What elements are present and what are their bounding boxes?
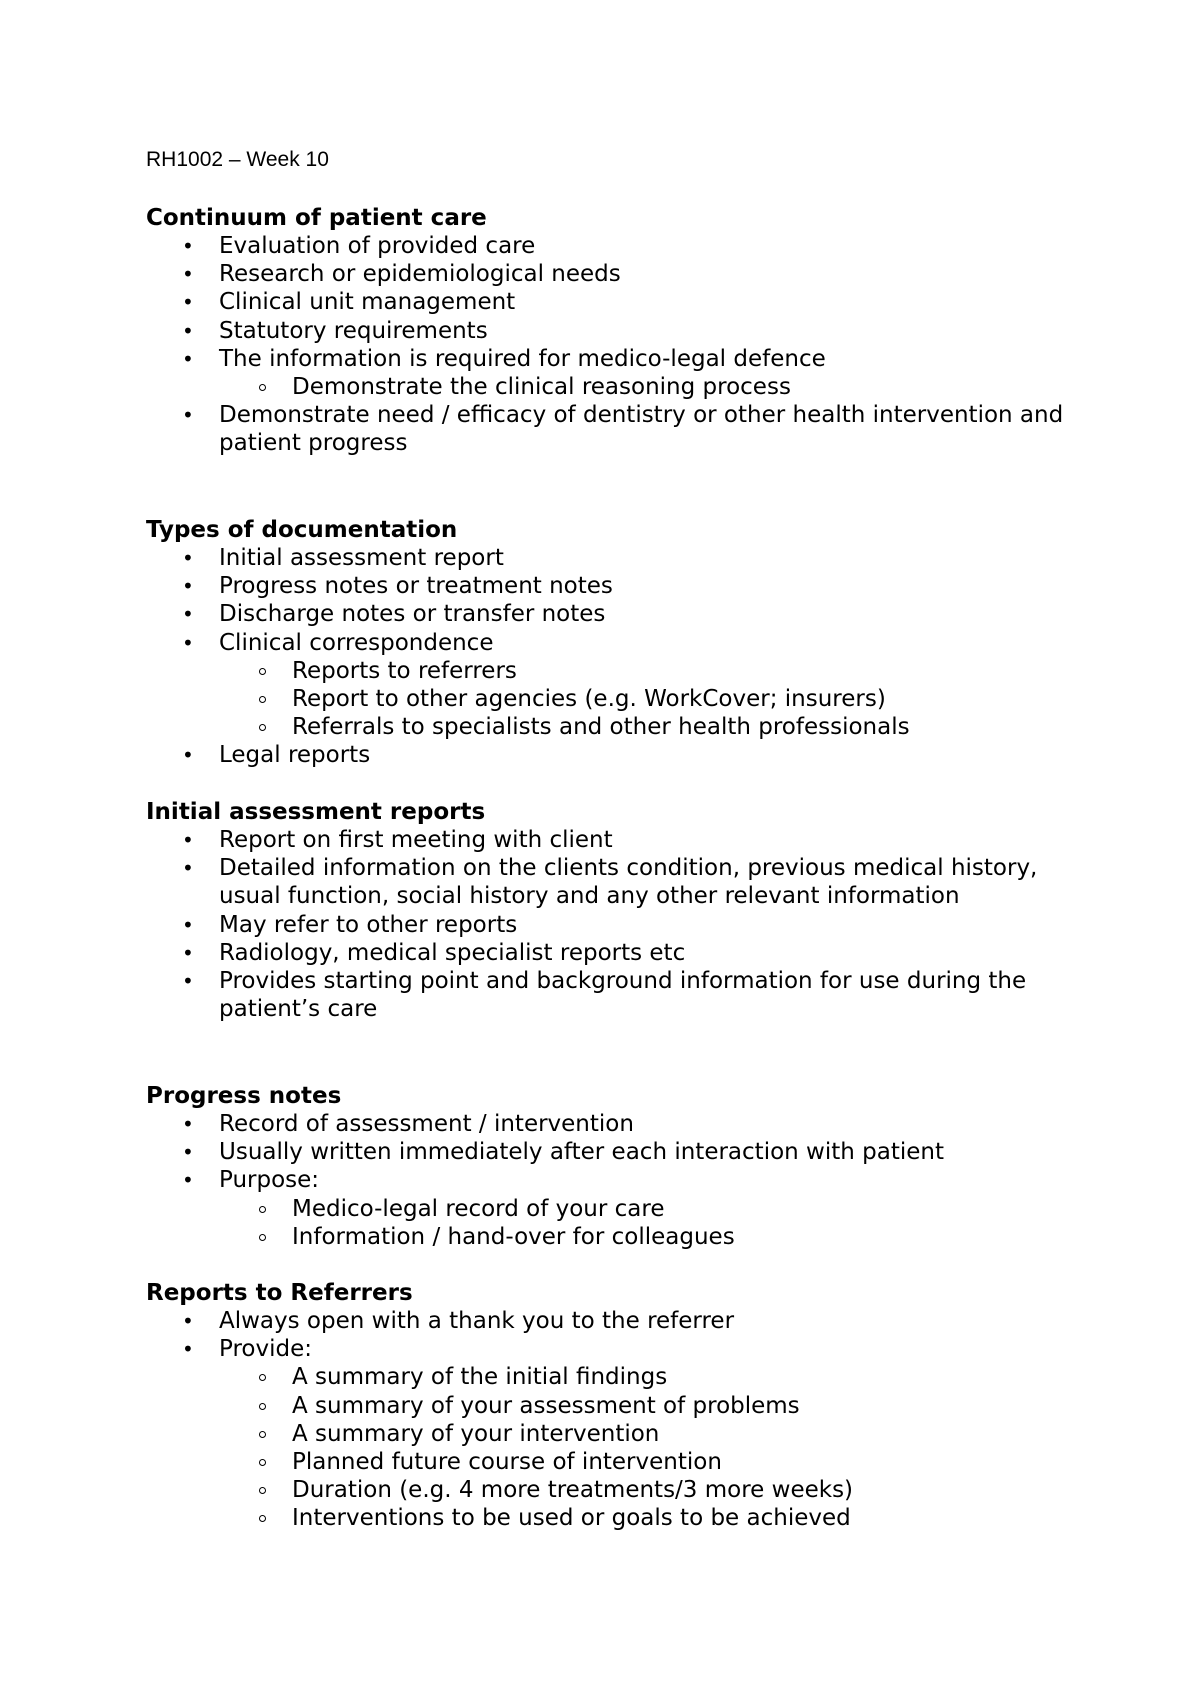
list-item: • Progress notes or treatment notes bbox=[182, 573, 613, 600]
bullet-icon: • bbox=[182, 403, 194, 428]
list-item: • Statutory requirements bbox=[182, 317, 488, 344]
bullet-icon: • bbox=[182, 1309, 194, 1333]
sub-bullet-list bbox=[219, 373, 1106, 401]
sub-list-item: Information / hand-over for colleagues bbox=[219, 1223, 1106, 1251]
list-item: • Provide: A summary of the initial findings A summary of your assessment of problems A summary of your intervention Planned future course of intervention Duration (e.g. 4 more treatments/3 more weeks) Interventions to be used or goals to be achieved bbox=[146, 1335, 1106, 1532]
circle-bullet-icon bbox=[259, 1487, 266, 1494]
bullet-icon: • bbox=[182, 290, 194, 315]
sub-list-item: Medico-legal record of your care bbox=[219, 1195, 1106, 1223]
section-title: Types of documentation bbox=[146, 517, 458, 543]
circle-bullet-icon bbox=[259, 1234, 266, 1241]
circle-bullet-icon bbox=[259, 696, 266, 703]
bullet-list bbox=[146, 1110, 1106, 1251]
bullet-icon: • bbox=[182, 743, 194, 768]
sub-list-item: Report to other agencies (e.g. WorkCover; insurers) bbox=[219, 685, 1106, 713]
bullet-icon: • bbox=[182, 1140, 194, 1165]
list-item: • Research or epidemiological needs bbox=[182, 261, 621, 288]
section-progress-notes bbox=[146, 1082, 1106, 1251]
list-item: • Clinical correspondence Reports to referrers Report to other agencies (e.g. WorkCover; insurers) Referrals to specialists and other health professionals bbox=[146, 629, 1106, 742]
circle-bullet-icon bbox=[259, 384, 266, 391]
sub-list-item: Duration (e.g. 4 more treatments/3 more weeks) bbox=[219, 1476, 1106, 1504]
section-reports-to-referrers bbox=[146, 1279, 1106, 1533]
bullet-list bbox=[146, 1307, 1106, 1533]
list-item: • Detailed information on the clients condition, previous medical history, usual function, social history and any other relevant information bbox=[182, 855, 1038, 910]
list-item: • Radiology, medical specialist reports etc bbox=[182, 939, 686, 966]
sub-list-item: A summary of your intervention bbox=[219, 1420, 1106, 1448]
bullet-icon: • bbox=[182, 1112, 194, 1136]
list-item: • Record of assessment / intervention bbox=[182, 1111, 634, 1137]
bullet-icon: • bbox=[182, 1168, 194, 1193]
bullet-icon: • bbox=[182, 912, 194, 937]
bullet-icon: • bbox=[182, 546, 194, 570]
sub-list-item: A summary of the initial findings bbox=[219, 1363, 1106, 1391]
sub-list-item: Planned future course of intervention bbox=[219, 1448, 1106, 1476]
section-title: Progress notes bbox=[146, 1083, 342, 1109]
circle-bullet-icon bbox=[259, 1374, 266, 1381]
bullet-icon: • bbox=[182, 1337, 194, 1362]
bullet-icon: • bbox=[182, 940, 194, 965]
bullet-icon: • bbox=[182, 630, 194, 655]
bullet-list bbox=[146, 826, 1106, 1023]
list-item: • Demonstrate need / efficacy of dentistry or other health intervention and patient progress bbox=[182, 402, 1064, 457]
bullet-icon: • bbox=[182, 574, 194, 599]
section-title: Initial assessment reports bbox=[146, 799, 486, 825]
list-item: • The information is required for medico-legal defence Demonstrate the clinical reasoning process bbox=[146, 345, 1106, 401]
list-item: • Initial assessment report bbox=[182, 545, 504, 571]
bullet-icon: • bbox=[182, 602, 194, 627]
circle-bullet-icon bbox=[259, 1459, 266, 1466]
section-title: Reports to Referrers bbox=[146, 1280, 413, 1306]
sub-bullet-list bbox=[219, 1363, 1106, 1532]
list-item: • Purpose: Medico-legal record of your care Information / hand-over for colleagues bbox=[146, 1166, 1106, 1251]
list-item: • Discharge notes or transfer notes bbox=[182, 601, 606, 628]
bullet-icon: • bbox=[182, 969, 194, 994]
section-continuum bbox=[146, 204, 1106, 458]
bullet-icon: • bbox=[182, 346, 194, 371]
bullet-icon: • bbox=[182, 262, 194, 287]
sub-list-item: Referrals to specialists and other health professionals bbox=[219, 713, 1106, 741]
list-item: • Report on first meeting with client bbox=[182, 827, 613, 853]
circle-bullet-icon bbox=[259, 1515, 266, 1522]
bullet-icon: • bbox=[182, 856, 194, 881]
list-item: • Legal reports bbox=[182, 742, 371, 769]
sub-list-item: Reports to referrers bbox=[219, 657, 1106, 685]
circle-bullet-icon bbox=[259, 724, 266, 731]
list-item: • Usually written immediately after each interaction with patient bbox=[182, 1139, 944, 1166]
list-item: • May refer to other reports bbox=[182, 911, 518, 938]
sub-bullet-list bbox=[219, 657, 1106, 742]
list-item: • Always open with a thank you to the referrer bbox=[182, 1308, 735, 1334]
section-title: Continuum of patient care bbox=[146, 205, 487, 231]
sub-list-item: A summary of your assessment of problems bbox=[219, 1392, 1106, 1420]
sub-bullet-list bbox=[219, 1195, 1106, 1251]
circle-bullet-icon bbox=[259, 1403, 266, 1410]
circle-bullet-icon bbox=[259, 1431, 266, 1438]
document-header: RH1002 – Week 10 bbox=[146, 148, 329, 171]
list-item: • Clinical unit management bbox=[182, 289, 516, 316]
circle-bullet-icon bbox=[259, 668, 266, 675]
sub-list-item: Interventions to be used or goals to be achieved bbox=[219, 1504, 1106, 1532]
bullet-icon: • bbox=[182, 318, 194, 343]
bullet-list bbox=[146, 232, 1106, 458]
circle-bullet-icon bbox=[259, 1206, 266, 1213]
bullet-list bbox=[146, 544, 1106, 770]
section-types bbox=[146, 516, 1106, 770]
sub-list-item: Demonstrate the clinical reasoning process bbox=[219, 373, 1106, 401]
section-initial-assessment bbox=[146, 798, 1106, 1023]
list-item: • Evaluation of provided care bbox=[182, 233, 536, 259]
bullet-icon: • bbox=[182, 234, 194, 258]
bullet-icon: • bbox=[182, 828, 194, 852]
list-item: • Provides starting point and background information for use during the patient’s care bbox=[182, 968, 1027, 1023]
